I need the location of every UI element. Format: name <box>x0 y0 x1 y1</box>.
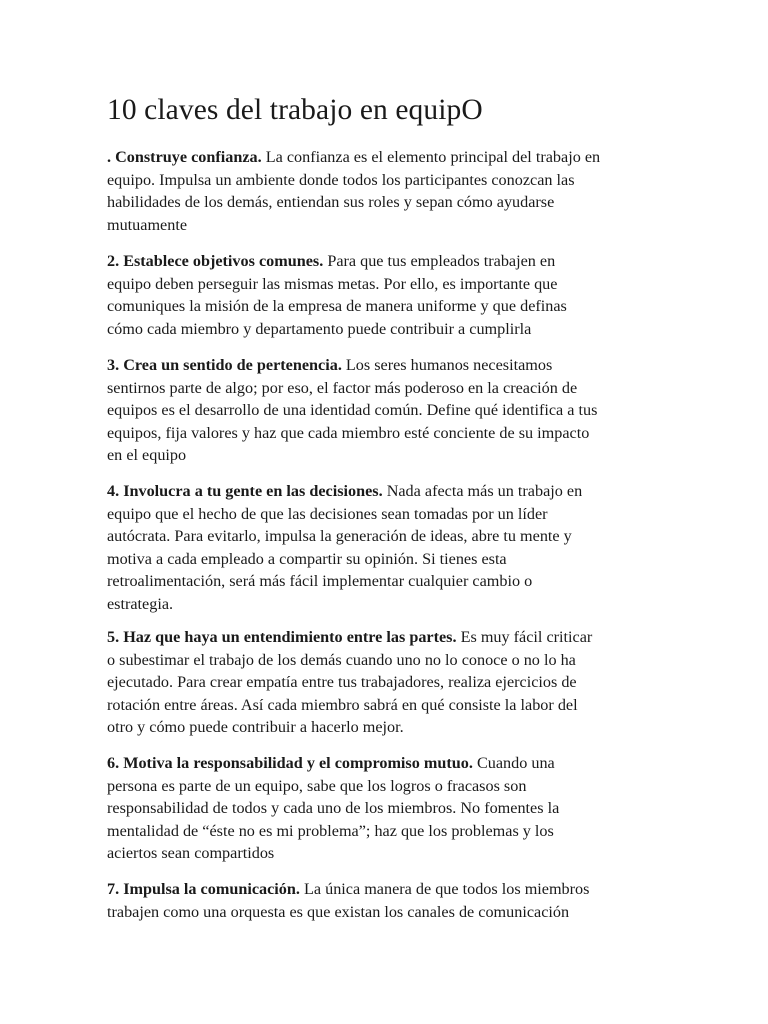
paragraph-responsabilidad <box>107 752 667 865</box>
paragraph-text: Los seres humanos necesitamos <box>341 356 553 374</box>
paragraph-line: persona es parte de un equipo, sabe que los logros o fracasos son <box>107 776 527 795</box>
paragraph-text: Para que tus empleados trabajen en <box>323 252 556 270</box>
paragraph-line <box>107 752 667 775</box>
paragraph-comunicacion <box>107 878 667 923</box>
paragraph-lead: 2. Establece objetivos comunes. <box>107 252 324 270</box>
paragraph-lead: 3. Crea un sentido de pertenencia. <box>107 356 342 374</box>
paragraph-objetivos-comunes <box>107 250 667 340</box>
paragraph-line <box>107 878 667 901</box>
paragraph-line: equipo deben perseguir las mismas metas. Por ello, es importante que <box>107 274 558 293</box>
paragraph-line: o subestimar el trabajo de los demás cuando uno no lo conoce o no lo ha <box>107 650 576 669</box>
paragraph-text: Cuando una <box>472 754 555 772</box>
paragraph-text: La confianza es el elemento principal del trabajo en <box>261 148 601 166</box>
paragraph-line: sentirnos parte de algo; por eso, el factor más poderoso en la creación de <box>107 378 578 397</box>
paragraph-lead: 7. Impulsa la comunicación. <box>107 880 300 898</box>
paragraph-line: equipos, fija valores y haz que cada miembro esté conciente de su impacto <box>107 423 590 442</box>
paragraph-entendimiento-partes <box>107 626 667 739</box>
paragraph-line <box>107 480 667 503</box>
paragraph-line: mentalidad de “éste no es mi problema”; haz que los problemas y los <box>107 821 554 840</box>
paragraph-line <box>107 626 667 649</box>
paragraph-line: trabajen como una orquesta es que existan los canales de comunicación <box>107 902 570 921</box>
document-title: 10 claves del trabajo en equipO <box>107 94 483 126</box>
paragraph-lead: . Construye confianza. <box>107 148 262 166</box>
paragraph-line: equipo. Impulsa un ambiente donde todos los participantes conozcan las <box>107 170 575 189</box>
paragraph-line: mutuamente <box>107 215 188 234</box>
paragraph-line: en el equipo <box>107 446 187 464</box>
paragraph-line: equipos es el desarrollo de una identidad común. Define qué identifica a tus <box>107 401 598 419</box>
paragraph-text: Es muy fácil criticar <box>456 628 593 646</box>
paragraph-line <box>107 354 667 377</box>
paragraph-line: otro y cómo puede contribuir a hacerlo mejor. <box>107 718 404 736</box>
paragraph-lead: 6. Motiva la responsabilidad y el compromiso mutuo. <box>107 754 473 772</box>
paragraph-line <box>107 146 667 169</box>
paragraph-sentido-pertenencia <box>107 354 667 467</box>
paragraph-line: motiva a cada empleado a compartir su opinión. Si tienes esta <box>107 549 507 568</box>
paragraph-line: comuniques la misión de la empresa de manera uniforme y que definas <box>107 297 567 315</box>
paragraph-involucra-gente <box>107 480 667 615</box>
paragraph-line <box>107 250 667 273</box>
paragraph-line: equipo que el hecho de que las decisiones sean tomadas por un líder <box>107 504 548 523</box>
paragraph-text: La única manera de que todos los miembros <box>299 880 590 898</box>
paragraph-lead: 4. Involucra a tu gente en las decisiones. <box>107 482 383 500</box>
paragraph-line: aciertos sean compartidos <box>107 844 275 862</box>
paragraph-line: autócrata. Para evitarlo, impulsa la generación de ideas, abre tu mente y <box>107 527 572 545</box>
paragraph-text: Nada afecta más un trabajo en <box>382 482 583 500</box>
paragraph-lead: 5. Haz que haya un entendimiento entre las partes. <box>107 628 457 646</box>
paragraph-line: responsabilidad de todos y cada uno de los miembros. No fomentes la <box>107 799 560 817</box>
paragraph-line: ejecutado. Para crear empatía entre tus trabajadores, realiza ejercicios de <box>107 673 577 691</box>
paragraph-line: habilidades de los demás, entiendan sus roles y sepan cómo ayudarse <box>107 193 555 211</box>
paragraph-construye-confianza <box>107 146 667 236</box>
paragraph-line: retroalimentación, será más fácil implementar cualquier cambio o <box>107 572 533 590</box>
paragraph-line: estrategia. <box>107 594 174 613</box>
paragraph-line: rotación entre áreas. Así cada miembro sabrá en qué consiste la labor del <box>107 695 578 714</box>
paragraph-line: cómo cada miembro y departamento puede contribuir a cumplirla <box>107 319 532 338</box>
